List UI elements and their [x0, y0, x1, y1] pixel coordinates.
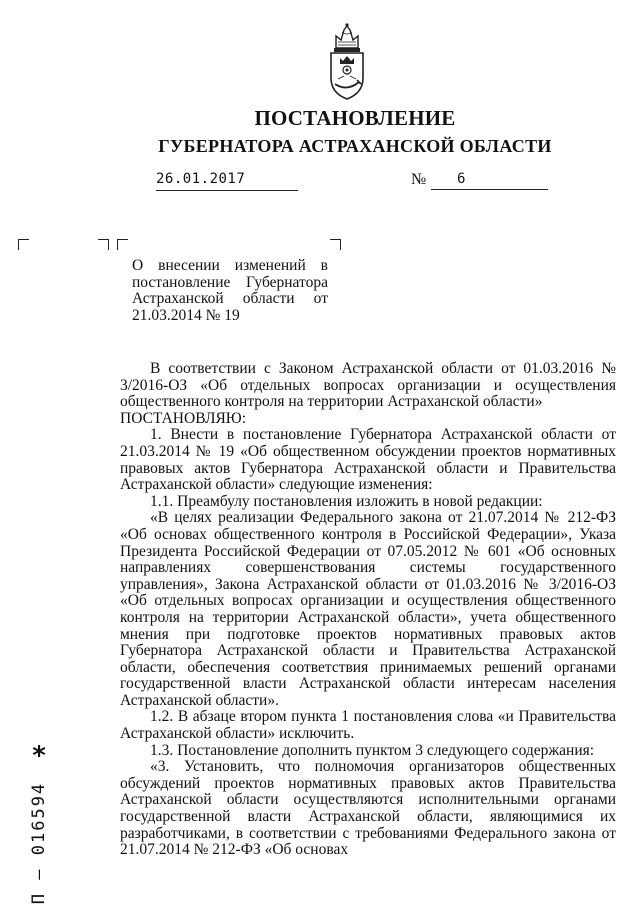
- clause-1-1-text: «В целях реализации Федерального закона от 21.07.2014 № 212-ФЗ «Об основах общественного контроля в Российской Федерации», Указа Президента Российской Федерации от 07.05.2012 № 601 «Об основных направлениях совершенствования системы государственного управления», Закона Астраханской области от 01.03.2016 № 3/2016-ОЗ «Об отдельных вопросах организации и осуществления общественного контроля на территории Астраханской области», учета общественного мнения при подготовке проектов нормативных правовых актов Губернатора Астраханской области и Правительства Астраханской области, обеспечения соответствия принимаемых решений органами государственной власти Астраханской области интересам населения Астраханской области».: [120, 509, 616, 709]
- clause-1: 1. Внести в постановление Губернатора Астраханской области от 21.03.2014 № 19 «Об общественном обсуждении проектов нормативных правовых актов Губернатора Астраханской области и Правительства Астраханской области» следующие изменения:: [120, 426, 616, 494]
- document-subject: О внесении изменений в постановление Губернатора Астраханской области от 21.03.2014 № 19: [132, 257, 328, 324]
- document-date: 26.01.2017: [156, 171, 298, 191]
- clause-1-3: 1.3. Постановление дополнить пунктом 3 следующего содержания:: [150, 741, 595, 759]
- corner-mark-top-right: [330, 239, 341, 250]
- clause-1-2: 1.2. В абзаце втором пункта 1 постановления слова «и Правительства Астраханской области» исключить.: [120, 708, 616, 743]
- margin-star: *: [32, 741, 46, 771]
- clause-1-3-text: «3. Установить, что полномочия организаторов общественных обсуждений проектов нормативных правовых актов Правительства Астраханской области осуществляются исполнительными органами государственной власти Астраханской области, являющимися их разработчиками, в соответствии с требованиями Федерального закона от 21.07.2014 № 212-ФЗ «Об основах: [120, 758, 616, 859]
- corner-mark-top-middle-left: [117, 239, 128, 250]
- document-title: ПОСТАНОВЛЕНИЕ: [254, 106, 456, 130]
- document-body: [120, 361, 616, 859]
- corner-mark-top-left: [18, 239, 29, 250]
- preamble-paragraph: В соответствии с Законом Астраханской области от 01.03.2016 № 3/2016-ОЗ «Об отдельных вопросах организации и осуществления общественного контроля на территории Астраханской области»: [120, 360, 616, 411]
- form-serial-number: П – 016594: [29, 781, 49, 905]
- coat-of-arms-icon: [322, 22, 372, 102]
- document-issuer: ГУБЕРНАТОРА АСТРАХАНСКОЙ ОБЛАСТИ: [158, 136, 552, 156]
- margin-stamp: [28, 741, 50, 905]
- resolve-heading: ПОСТАНОВЛЯЮ:: [120, 409, 247, 427]
- clause-1-1: 1.1. Преамбулу постановления изложить в новой редакции:: [150, 492, 543, 510]
- document-number: 6: [431, 171, 548, 190]
- number-label: №: [411, 171, 427, 188]
- corner-mark-top-middle-right: [98, 239, 109, 250]
